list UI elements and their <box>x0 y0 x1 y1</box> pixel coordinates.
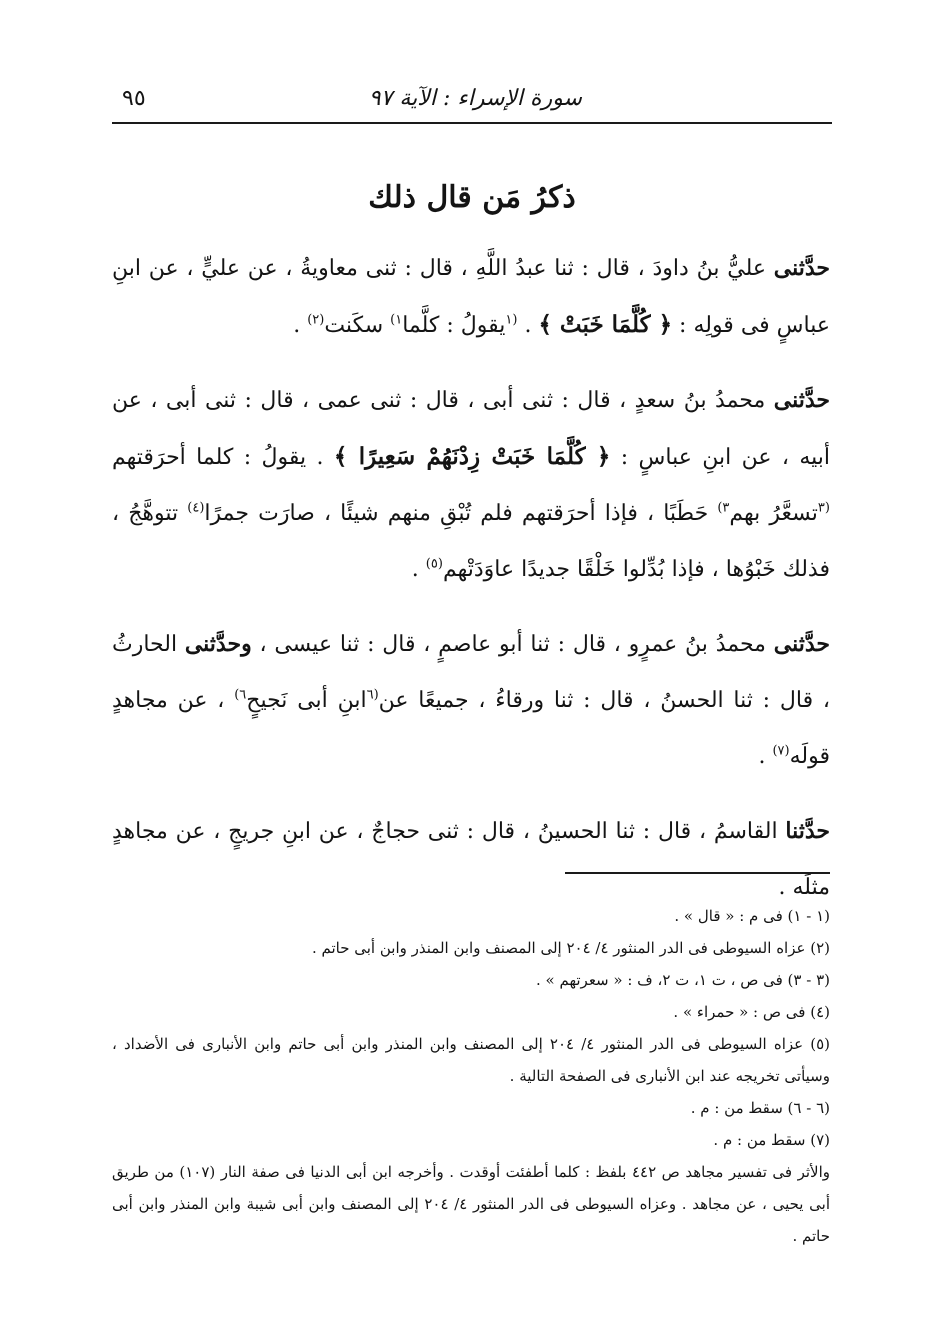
narration-lead: حدَّثنى <box>773 631 830 657</box>
footnote: (٢) عزاه السيوطى فى الدر المنثور ٤/ ٢٠٤ إلى المصنف وابن المنذر وابن أبى حاتم . <box>311 939 830 957</box>
text-segment: سكَنت <box>324 313 391 338</box>
body-text <box>112 240 830 934</box>
paragraph-1 <box>112 240 830 354</box>
quran-quote: ﴿ كُلَّمَا خَبَتْ زِدْنَهُمْ سَعِيرًا ﴾ <box>333 443 611 470</box>
paragraph-2 <box>112 372 830 598</box>
footnote-separator <box>565 872 830 874</box>
text-segment: محمدُ بنُ عمرٍو ، قال : ثنا أبو عاصمٍ ، قال : ثنا عيسى ، <box>251 632 774 657</box>
text-segment: عليُّ بنُ داودَ ، قال : ثنا عبدُ اللَّهِ ، قال : ثنى معاويةُ ، عن عليٍّ ، عن ابنِ عباسٍ فى قولِه : <box>112 256 830 338</box>
footnote-marker: (٦ <box>366 687 379 703</box>
section-title: ذكرُ مَن قال ذلك <box>368 180 576 215</box>
footnote: (١ - ١) فى م : « قال » . <box>674 907 830 925</box>
narration-lead: حدَّثنى <box>773 387 830 413</box>
footnote-marker: (١ <box>505 312 518 328</box>
footnote-marker: (٧) <box>772 743 790 759</box>
text-segment: . يقولُ : كلما أحرَقتهم <box>112 445 334 470</box>
text-segment: محمدُ بنُ سعدٍ ، قال : ثنى أبى ، قال : ثنى عمى ، قال : ثنى أبى ، عن أبيه ، عن ابنِ عباسٍ : <box>112 388 830 470</box>
footnote-marker: (٤) <box>187 500 205 516</box>
text-segment: حَطَبًا ، فإذا أحرَقتهم فلم تُبْقِ منهم شيئًا ، صارَت جمرًا <box>204 501 718 526</box>
text-segment: ، عن مجاهدٍ قولَه <box>112 688 830 769</box>
text-segment: تسعَّرُ بهم <box>729 501 818 526</box>
footnote: (٧) سقط من : م . <box>713 1131 830 1149</box>
footnote-marker: ٣) <box>717 500 730 516</box>
footnotes <box>112 900 830 1252</box>
footnote-marker: (٣ <box>817 500 830 516</box>
footnote: (٥) عزاه السيوطى فى الدر المنثور ٤/ ٢٠٤ إلى المصنف وابن المنذر وابن أبى حاتم وابن الأنبارى فى الأضداد ، وسيأتى تخريجه عند ابن الأنبارى فى الصفحة التالية . <box>112 1035 830 1085</box>
footnote: (٦ - ٦) سقط من : م . <box>690 1099 830 1117</box>
text-segment: يقولُ : كلَّما <box>402 313 506 338</box>
narration-lead: حدَّثنا <box>785 818 830 844</box>
narration-lead: حدَّثنى <box>773 255 830 281</box>
footnote: (٤) فى ص : « حمراء » . <box>673 1003 830 1021</box>
footnote: (٣ - ٣) فى ص ، ت ١، ت ٢، ف : « سعرتهم » . <box>535 971 830 989</box>
text-segment: الحارثُ ، قال : ثنا الحسنُ ، قال : ثنا ورقاءُ ، جميعًا عن <box>112 632 830 713</box>
footnote: والأثر فى تفسير مجاهد ص ٤٤٢ بلفظ : كلما أطفئت أوقدت . وأخرجه ابن أبى الدنيا فى صفة النار (١٠٧) من طريق أبى يحيى ، عن مجاهد . وعزاه السيوطى فى الدر المنثور ٤/ ٢٠٤ إلى المصنف وابن أبى شيبة وابن المنذر وابن أبى حاتم . <box>112 1163 831 1245</box>
footnote-marker: ٦) <box>234 687 247 703</box>
text-segment: ابنِ أبى نَجيحٍ <box>246 688 367 713</box>
page-header <box>112 82 832 124</box>
text-segment: القاسمُ ، قال : ثنا الحسينُ ، قال : ثنى حجاجٌ ، عن ابنِ جريجٍ ، عن مجاهدٍ مثلَه . <box>112 819 830 900</box>
text-segment: . <box>517 313 539 338</box>
footnote-marker: ١) <box>390 312 403 328</box>
text-segment: . <box>758 744 773 769</box>
text-segment: . <box>293 313 308 338</box>
text-segment: تتوهَّجُ ، فذلك خَبْوُها ، فإذا بُدِّلوا خَلْقًا جديدًا عاوَدَتْهم <box>112 501 830 582</box>
narration-lead-2: وحدَّثنى <box>184 631 252 657</box>
footnote-marker: (٢) <box>307 312 325 328</box>
running-title: سورة الإسراء : الآية ٩٧ <box>368 86 582 111</box>
footnote-marker: (٥) <box>425 556 443 572</box>
quran-quote: ﴿ كُلَّمَا خَبَتْ ﴾ <box>538 311 673 338</box>
text-segment: . <box>411 557 426 582</box>
page-number: ٩٥ <box>122 86 146 111</box>
paragraph-3 <box>112 616 830 785</box>
